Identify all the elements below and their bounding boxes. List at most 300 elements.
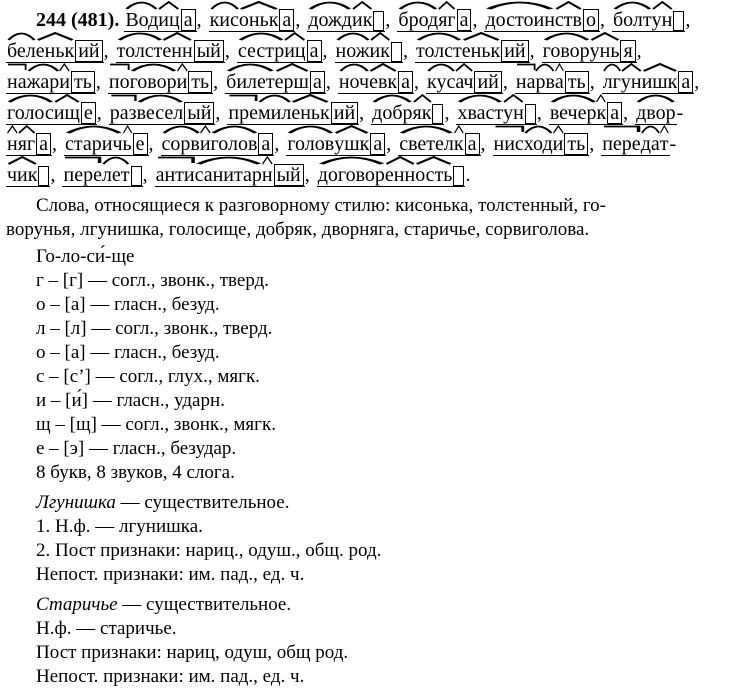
suffix-caret-icon xyxy=(262,156,273,164)
morpheme-word xyxy=(227,102,359,125)
separator: , xyxy=(685,9,691,31)
morpheme-suffix: н xyxy=(262,164,273,186)
morpheme-root: санитар xyxy=(195,164,262,186)
ending-box: ый xyxy=(194,40,224,62)
root-arc-icon xyxy=(550,94,597,102)
morpheme-prefix: раз xyxy=(110,102,137,124)
morpheme-root: рв xyxy=(535,71,554,93)
separator: , xyxy=(148,133,159,155)
ending-box: ть xyxy=(564,133,588,155)
root-arc-icon xyxy=(195,156,262,164)
root-arc-icon xyxy=(162,125,200,133)
morpheme-word xyxy=(338,71,414,94)
ending-box: а xyxy=(678,71,693,93)
suffix-caret-icon xyxy=(370,32,390,40)
morpheme-root: кис xyxy=(210,9,239,31)
suffix-caret-icon xyxy=(291,94,329,102)
morpheme-root: жар xyxy=(27,71,60,93)
phonetic-line: с – [с’] — согл., глух., мягк. xyxy=(36,366,260,387)
morpheme-suffix: ун xyxy=(503,102,524,124)
ending-box: о xyxy=(583,9,599,31)
morpheme-prefix: по xyxy=(109,71,130,93)
phonetic-analysis xyxy=(6,245,741,485)
suffix-caret-icon xyxy=(162,32,192,40)
style-paragraph xyxy=(6,194,741,242)
suffix-caret-icon xyxy=(200,125,211,133)
morpheme-root: толст xyxy=(117,40,163,62)
suffix-caret-icon xyxy=(123,125,132,133)
suffix-caret-icon xyxy=(553,125,564,133)
morpheme-word xyxy=(549,102,623,125)
suffix-caret-icon xyxy=(503,94,524,102)
morpheme-root: билет xyxy=(226,71,274,93)
morpheme-root: дожд xyxy=(308,9,352,31)
morpheme-word xyxy=(225,71,326,94)
prefix-mark-icon xyxy=(7,63,27,71)
suffix-caret-icon xyxy=(652,1,673,9)
suffix-caret-icon xyxy=(413,94,432,102)
root-arc-icon xyxy=(336,32,370,40)
suffix-caret-icon xyxy=(7,156,37,164)
suffix-caret-icon xyxy=(54,94,80,102)
suffix-caret-icon xyxy=(462,32,500,40)
separator: , xyxy=(274,133,285,155)
morpheme-suffix: енн xyxy=(162,40,192,62)
morpheme-word xyxy=(601,133,669,156)
separator: , xyxy=(502,71,513,93)
morpheme-word xyxy=(124,9,196,32)
separator: . xyxy=(465,164,471,186)
morpheme-word xyxy=(307,9,385,32)
ending-box: ый xyxy=(274,164,304,186)
morpheme-word xyxy=(493,133,590,156)
morpheme-root: весел xyxy=(137,102,184,124)
ending-box: ый xyxy=(184,102,214,124)
morpheme-word xyxy=(155,164,305,187)
root-arc-icon xyxy=(613,1,652,9)
morpheme-root: хваст xyxy=(457,102,503,124)
ending-box: а xyxy=(370,133,385,155)
suffix-caret-icon xyxy=(621,63,642,71)
suffix-caret-icon xyxy=(642,63,678,71)
separator: , xyxy=(325,71,336,93)
root-arc-icon xyxy=(457,94,503,102)
morpheme-word xyxy=(542,40,637,63)
morpheme-suffix: иц xyxy=(158,9,179,31)
morpheme-root: голов xyxy=(287,133,334,155)
morpheme-suffix: ушк xyxy=(334,133,369,155)
morpheme-suffix: еньк xyxy=(36,40,74,62)
ending-box: а xyxy=(310,71,325,93)
morpheme-suffix: к xyxy=(454,133,464,155)
morpheme-suffix: т xyxy=(660,133,669,155)
separator: - xyxy=(676,102,684,124)
morpheme-root: голос xyxy=(7,102,54,124)
morpheme-root: светел xyxy=(399,133,454,155)
prefix-mark-icon xyxy=(494,125,524,133)
morpheme-word xyxy=(286,133,386,156)
suffix-caret-icon xyxy=(239,1,279,9)
ending-box: ть xyxy=(565,71,589,93)
suffix-caret-icon xyxy=(59,63,70,71)
separator: , xyxy=(224,40,235,62)
root-arc-icon xyxy=(603,63,621,71)
zero-ending-box xyxy=(373,11,384,31)
root-arc-icon xyxy=(117,32,163,40)
morpheme-suffix: яг xyxy=(18,133,35,155)
morph-line: 1. Н.ф. — лгунишка. xyxy=(36,516,203,537)
morpheme-word xyxy=(6,71,96,94)
suffix-caret-icon xyxy=(455,63,473,71)
morpheme-root: голов xyxy=(211,133,258,155)
suffix-caret-icon xyxy=(596,94,606,102)
prefix-mark-icon xyxy=(110,94,137,102)
morpheme-suffix: ь xyxy=(123,133,132,155)
phonetic-line: л – [л] — согл., звонк., тверд. xyxy=(36,318,273,339)
morpheme-suffix: чик xyxy=(7,164,37,186)
morpheme-word xyxy=(335,40,403,63)
morpheme-suffix: и xyxy=(553,133,564,155)
morpheme-word xyxy=(484,9,600,32)
morpheme-suffix: ач xyxy=(455,71,473,93)
root-arc-icon xyxy=(427,63,455,71)
root-arc-icon xyxy=(372,94,412,102)
ending-box: ть xyxy=(71,71,95,93)
suffix-caret-icon xyxy=(590,32,620,40)
separator: , xyxy=(359,102,370,124)
phonetic-line: о – [а] — гласн., безуд. xyxy=(36,294,220,315)
letter-sound-count: 8 букв, 8 звуков, 4 слога. xyxy=(36,462,235,483)
morpheme-suffix: як xyxy=(413,102,432,124)
morpheme-suffix: и xyxy=(200,133,211,155)
phonetic-line: щ – [щ] — согл., звонк., мягк. xyxy=(36,414,276,435)
morpheme-suffix: ость xyxy=(415,164,452,186)
separator: , xyxy=(322,40,333,62)
suffix-caret-icon xyxy=(660,125,669,133)
morpheme-word-list xyxy=(6,5,741,191)
prefix-mark-icon xyxy=(228,94,258,102)
suffix-caret-icon xyxy=(385,156,415,164)
paragraph-line: Слова, относящиеся к разговорному стилю: кисонька, толстенный, го- xyxy=(36,195,606,216)
morph-line: Непост. признаки: им. пад., ед. ч. xyxy=(36,564,305,585)
separator: , xyxy=(623,102,634,124)
ending-box: а xyxy=(36,133,51,155)
root-arc-icon xyxy=(543,32,590,40)
morpheme-suffix: ишк xyxy=(642,71,678,93)
morpheme-suffix: ерш xyxy=(275,71,309,93)
separator: , xyxy=(444,102,455,124)
zero-ending-box xyxy=(38,166,49,186)
morpheme-suffix: еньк xyxy=(462,40,500,62)
morpheme-root: кус xyxy=(427,71,455,93)
separator: , xyxy=(694,71,700,93)
morpheme-prefix: на xyxy=(516,71,536,93)
root-arc-icon xyxy=(636,94,675,102)
ending-box: е xyxy=(133,133,148,155)
morpheme-word xyxy=(109,102,216,125)
prefix-mark-icon xyxy=(109,63,130,71)
morpheme-suffix: оньк xyxy=(239,9,279,31)
morpheme-suffix: иц xyxy=(284,40,305,62)
morpheme-suffix: ун xyxy=(652,9,673,31)
phonetic-line: и – [и́] — гласн., ударн. xyxy=(36,390,225,411)
syllable-division: Го-ло-си́-ще xyxy=(36,246,135,267)
morpheme-suffix: ик xyxy=(370,40,390,62)
phonetic-line: о – [а] — гласн., безуд. xyxy=(36,342,220,363)
morpheme-suffix: унь xyxy=(590,40,620,62)
morph-heading xyxy=(6,593,741,617)
separator: , xyxy=(385,9,396,31)
prefix-mark-icon xyxy=(602,125,640,133)
root-arc-icon xyxy=(416,32,462,40)
morpheme-word xyxy=(415,40,530,63)
morpheme-word xyxy=(209,9,296,32)
root-arc-icon xyxy=(226,63,274,71)
suffix-caret-icon xyxy=(275,63,309,71)
morpheme-suffix: еньк xyxy=(291,102,329,124)
morpheme-suffix: к xyxy=(596,102,606,124)
analyzed-word: Старичье xyxy=(36,594,118,615)
morpheme-suffix: енн xyxy=(385,164,415,186)
root-arc-icon xyxy=(211,125,258,133)
morpheme-root: брод xyxy=(398,9,438,31)
morpheme-word xyxy=(397,9,472,32)
morpheme-root: добр xyxy=(372,102,412,124)
phonetic-line: е – [э] — гласн., безудар. xyxy=(36,438,237,459)
root-arc-icon xyxy=(238,32,284,40)
prefix-mark-icon xyxy=(63,156,101,164)
zero-ending-box xyxy=(391,42,402,62)
suffix-caret-icon xyxy=(438,1,455,9)
root-arc-icon xyxy=(130,63,177,71)
morpheme-root: бел xyxy=(7,40,36,62)
separator: , xyxy=(215,102,226,124)
phonetic-line: г – [г] — согл., звонк., тверд. xyxy=(36,270,269,291)
ending-box: а xyxy=(398,71,413,93)
ending-box: а xyxy=(465,133,480,155)
separator: - xyxy=(669,133,677,155)
prefix-mark-icon xyxy=(516,63,536,71)
morpheme-root: да xyxy=(641,133,660,155)
separator: , xyxy=(599,9,610,31)
root-arc-icon xyxy=(65,125,123,133)
morpheme-word xyxy=(635,102,676,125)
morpheme-root: толст xyxy=(416,40,462,62)
morpheme-suffix: а xyxy=(555,71,564,93)
separator: , xyxy=(295,9,306,31)
suffix-caret-icon xyxy=(415,156,452,164)
morpheme-prefix: пере xyxy=(63,164,101,186)
zero-ending-box xyxy=(131,166,142,186)
separator: , xyxy=(95,71,106,93)
root-arc-icon xyxy=(102,156,130,164)
ending-box: е xyxy=(81,102,96,124)
separator: , xyxy=(386,133,397,155)
morpheme-root: говор xyxy=(130,71,177,93)
ending-box: ий xyxy=(474,71,501,93)
morpheme-word xyxy=(602,71,695,94)
ending-box: а xyxy=(307,40,322,62)
suffix-caret-icon xyxy=(158,1,179,9)
root-arc-icon xyxy=(399,125,454,133)
root-arc-icon xyxy=(535,63,554,71)
ending-box: а xyxy=(181,9,196,31)
root-arc-icon xyxy=(7,94,54,102)
morpheme-suffix: ищ xyxy=(54,102,80,124)
root-arc-icon xyxy=(308,1,352,9)
morpheme-suffix: ун xyxy=(621,71,642,93)
separator: , xyxy=(142,164,153,186)
separator: , xyxy=(529,40,540,62)
root-arc-icon xyxy=(125,1,158,9)
morpheme-suffix: и xyxy=(59,71,70,93)
morpheme-word xyxy=(398,133,480,156)
separator: , xyxy=(103,40,114,62)
morpheme-word xyxy=(6,40,104,63)
morpheme-word xyxy=(612,9,685,32)
suffix-caret-icon xyxy=(352,1,372,9)
morph-analysis-lgunishka xyxy=(6,491,741,587)
root-arc-icon xyxy=(524,125,553,133)
ending-box: ий xyxy=(75,40,102,62)
morpheme-suffix: ик xyxy=(352,9,372,31)
morpheme-root: говор xyxy=(543,40,590,62)
morpheme-word xyxy=(161,133,275,156)
morpheme-suffix: яг xyxy=(438,9,455,31)
morpheme-root: мил xyxy=(258,102,291,124)
morph-heading-tail: — существительное. xyxy=(115,492,290,513)
morph-heading-tail: — существительное. xyxy=(117,594,292,615)
morpheme-root: старич xyxy=(65,133,123,155)
ending-box: а xyxy=(279,9,294,31)
zero-ending-box xyxy=(673,11,684,31)
morpheme-root: лг xyxy=(603,71,621,93)
separator: , xyxy=(96,102,107,124)
suffix-caret-icon xyxy=(177,63,188,71)
morpheme-word xyxy=(6,164,50,187)
separator: , xyxy=(589,71,600,93)
morph-analysis-starichye xyxy=(6,593,741,689)
morpheme-root: сорв xyxy=(162,133,200,155)
morpheme-root: достоин xyxy=(485,9,554,31)
suffix-caret-icon xyxy=(369,63,397,71)
morpheme-prefix: на xyxy=(7,71,27,93)
morpheme-root: вечер xyxy=(550,102,597,124)
morpheme-word xyxy=(426,71,503,94)
morpheme-word xyxy=(371,102,444,125)
morpheme-root: сестр xyxy=(238,40,284,62)
ending-box: а xyxy=(607,102,622,124)
ending-box: ий xyxy=(501,40,528,62)
morpheme-word xyxy=(6,133,52,156)
morpheme-prefix: пере xyxy=(602,133,640,155)
zero-ending-box xyxy=(453,166,464,186)
morpheme-prefix: пре xyxy=(228,102,258,124)
ending-box: а xyxy=(258,133,273,155)
morpheme-word xyxy=(6,102,97,125)
root-arc-icon xyxy=(137,94,184,102)
morpheme-word xyxy=(456,102,536,125)
root-arc-icon xyxy=(398,1,438,9)
suffix-caret-icon xyxy=(284,32,305,40)
root-arc-icon xyxy=(339,63,369,71)
morpheme-root: Вод xyxy=(125,9,158,31)
morpheme-suffix: и xyxy=(177,71,188,93)
root-arc-icon xyxy=(287,125,334,133)
morpheme-suffix: ств xyxy=(555,9,582,31)
morpheme-prefix: анти xyxy=(156,164,195,186)
root-arc-icon xyxy=(210,1,239,9)
analyzed-word: Лгунишка xyxy=(36,492,116,513)
prefix-mark-icon xyxy=(156,156,195,164)
separator: , xyxy=(196,9,207,31)
separator: , xyxy=(52,133,62,155)
root-arc-icon xyxy=(485,1,554,9)
morpheme-word xyxy=(108,71,213,94)
root-arc-icon xyxy=(258,94,291,102)
separator: , xyxy=(213,71,224,93)
root-arc-icon xyxy=(641,125,660,133)
separator: , xyxy=(480,133,491,155)
morph-heading xyxy=(6,491,741,515)
zero-ending-box xyxy=(525,104,536,124)
morpheme-suffix: евк xyxy=(369,71,397,93)
morpheme-word xyxy=(64,133,149,156)
separator: , xyxy=(402,40,413,62)
morpheme-root: лет xyxy=(102,164,130,186)
morph-line: Пост признаки: нариц, одуш, общ род. xyxy=(36,642,349,663)
word-line xyxy=(6,160,741,191)
separator: , xyxy=(50,164,61,186)
suffix-caret-icon xyxy=(18,125,35,133)
morpheme-word xyxy=(515,71,590,94)
morpheme-root: договор xyxy=(318,164,385,186)
morpheme-suffix: н xyxy=(7,133,18,155)
separator: , xyxy=(304,164,315,186)
suffix-caret-icon xyxy=(334,125,369,133)
morpheme-word xyxy=(62,164,142,187)
morpheme-root: болт xyxy=(613,9,652,31)
exercise-number: 244 (481). xyxy=(36,9,120,31)
morpheme-root: ноч xyxy=(339,71,369,93)
suffix-caret-icon xyxy=(7,125,18,133)
suffix-caret-icon xyxy=(555,1,582,9)
morph-line: Непост. признаки: им. пад., ед. ч. xyxy=(36,666,305,687)
separator: , xyxy=(472,9,483,31)
morph-line: 2. Пост признаки: нариц., одуш., общ. род. xyxy=(36,540,382,561)
ending-box: я xyxy=(620,40,635,62)
zero-ending-box xyxy=(432,104,443,124)
morpheme-word xyxy=(116,40,225,63)
paragraph-line: ворунья, лгунишка, голосище, добряк, дворняга, старичье, сорвиголова. xyxy=(6,219,590,240)
suffix-caret-icon xyxy=(555,63,564,71)
morpheme-word xyxy=(317,164,466,187)
morpheme-prefix: нис xyxy=(494,133,524,155)
ending-box: ть xyxy=(188,71,212,93)
ending-box: ий xyxy=(331,102,358,124)
separator: , xyxy=(414,71,425,93)
separator: , xyxy=(536,102,547,124)
suffix-caret-icon xyxy=(36,32,74,40)
root-arc-icon xyxy=(7,32,36,40)
morpheme-word xyxy=(237,40,323,63)
morpheme-root: двор xyxy=(636,102,675,124)
morpheme-root: ход xyxy=(524,133,553,155)
root-arc-icon xyxy=(27,63,60,71)
ending-box: а xyxy=(457,9,472,31)
root-arc-icon xyxy=(318,156,385,164)
separator: , xyxy=(589,133,600,155)
